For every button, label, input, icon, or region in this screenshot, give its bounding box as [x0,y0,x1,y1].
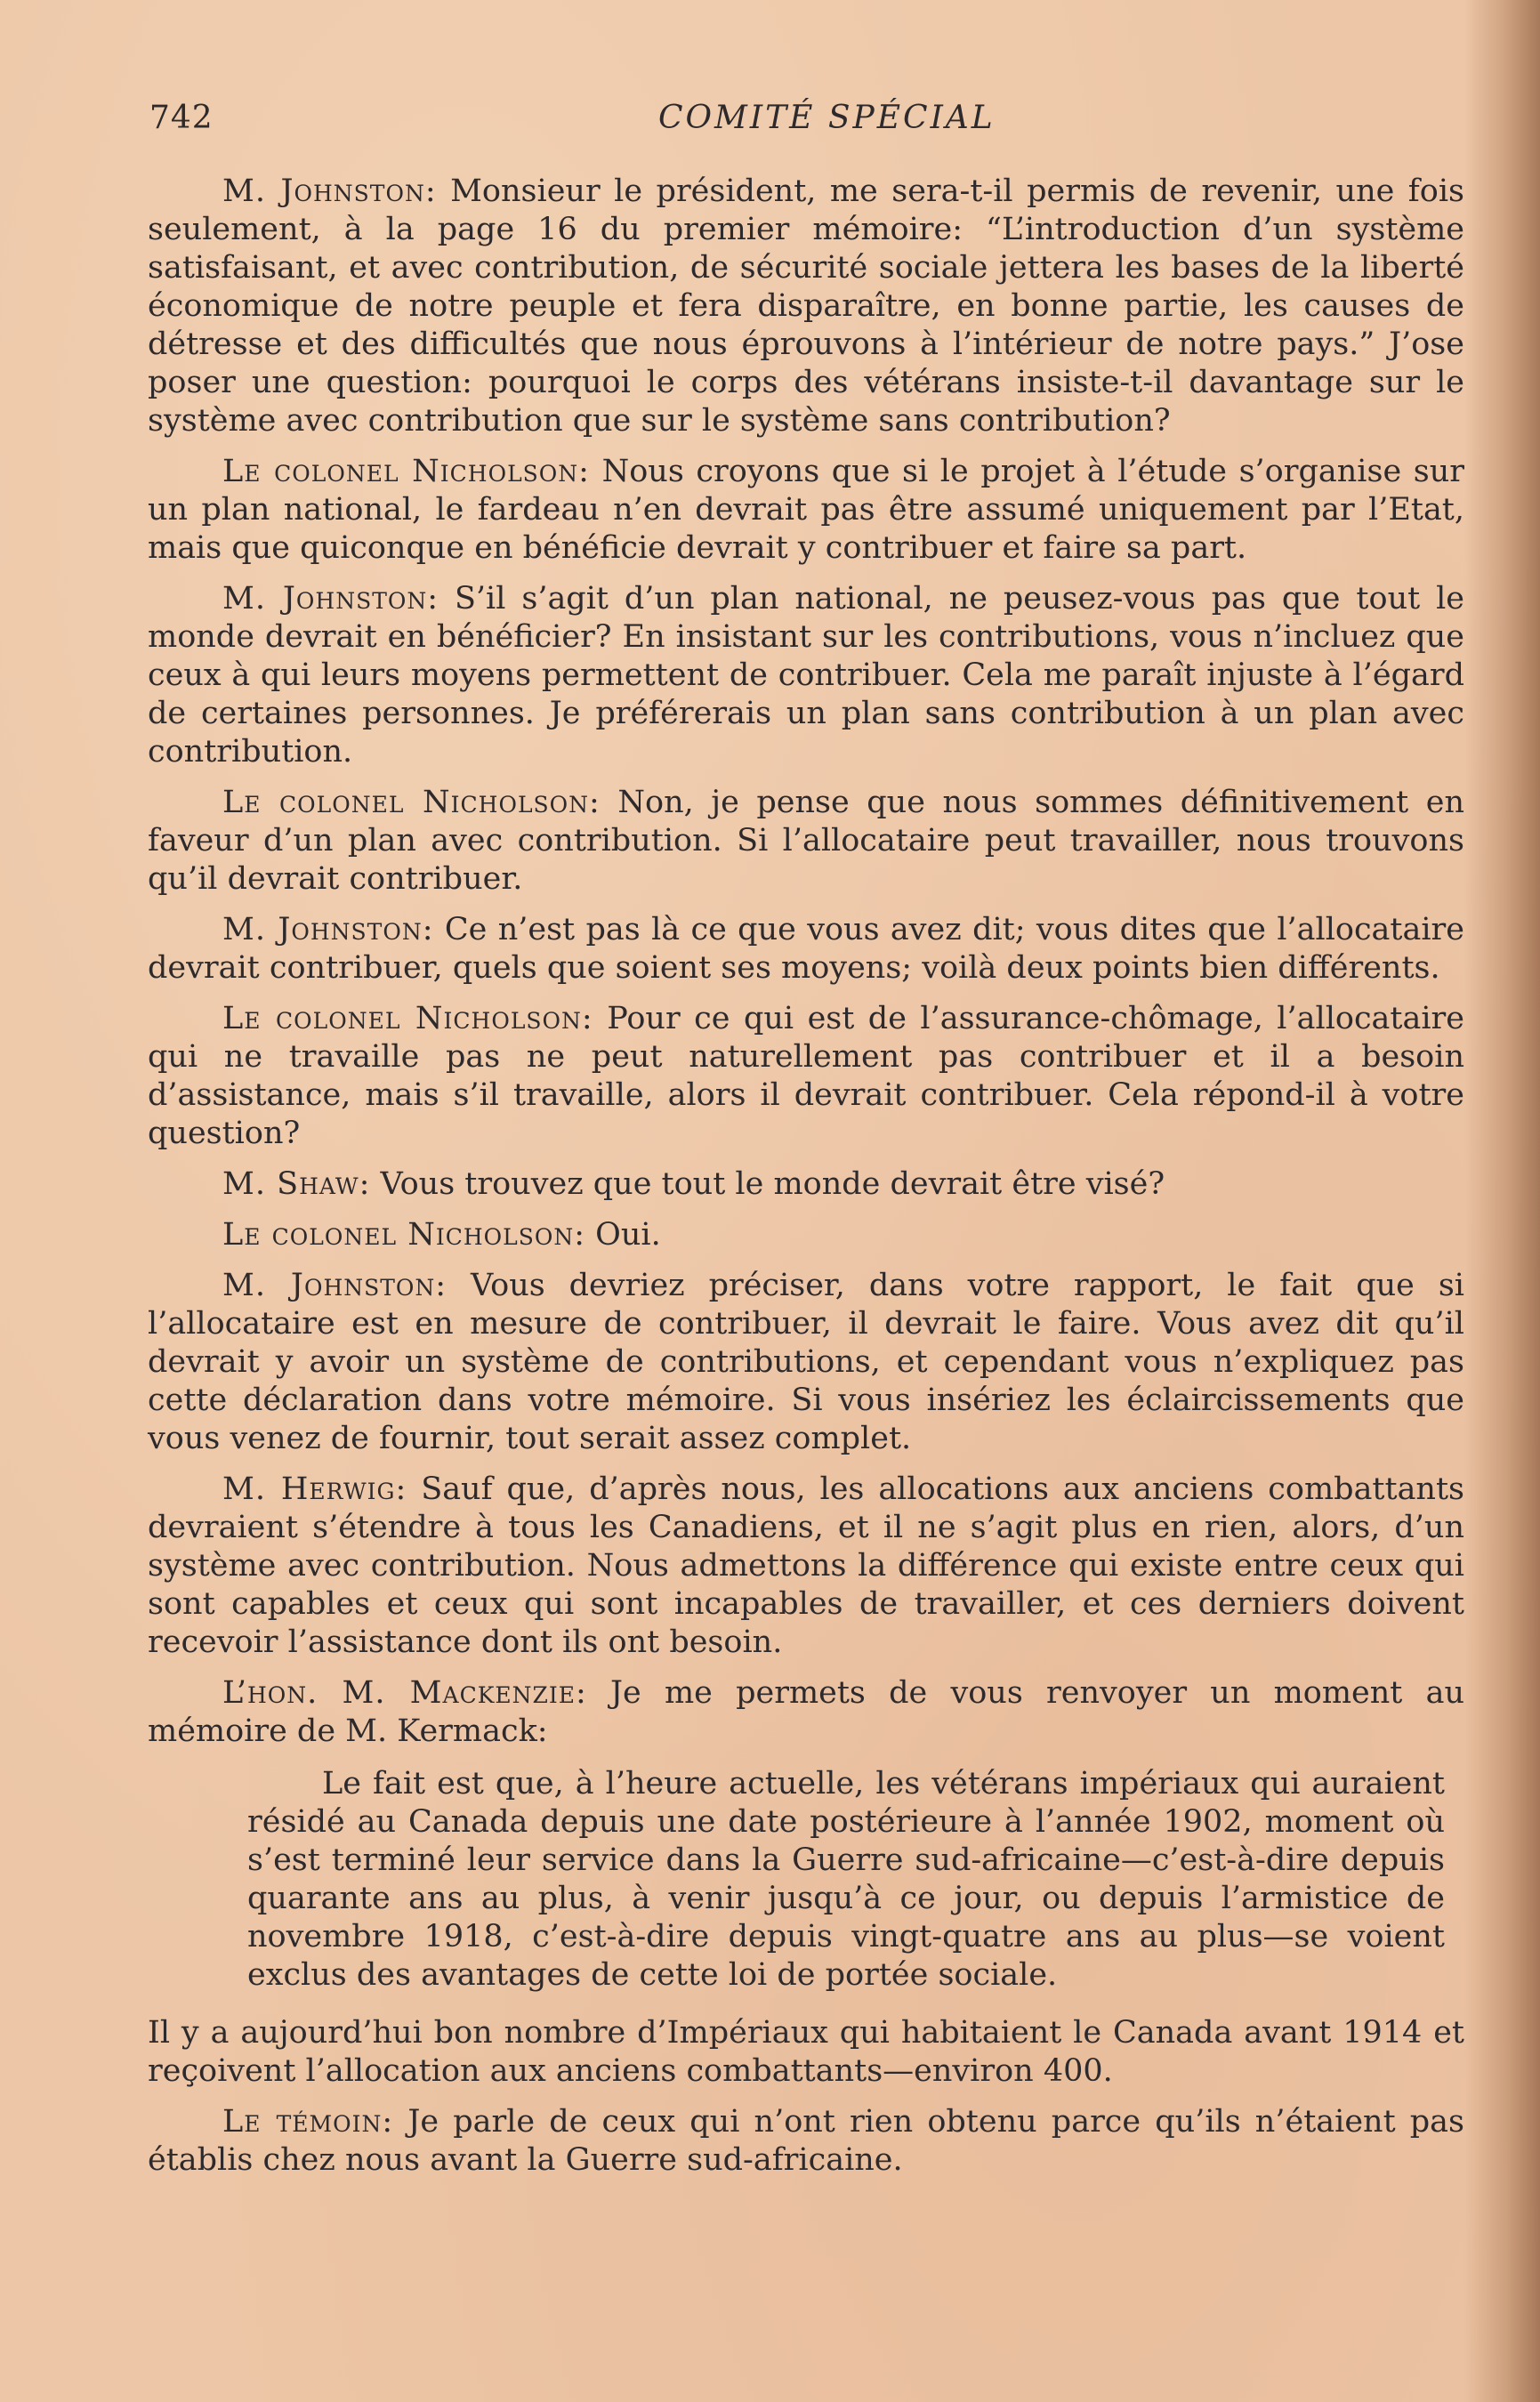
paragraph-text: Pour ce qui est de l’assurance-chômage, l’allocataire qui ne travaille pas ne peut naturellement pas contribuer et il a besoin d’assistance, mais s’il travaille, alors il devrait contribuer. Cela répond-il à votre question? [148,1001,1464,1151]
paragraph [148,911,1464,987]
paragraph-text: Monsieur le président, me sera-t-il permis de revenir, une fois seulement, à la page 16 du premier mémoire: “L’introduction d’un système satisfaisant, et avec contribution, de sécurité sociale jettera les bases de la liberté économique de notre peuple et fera disparaître, en bonne partie, les causes de détresse et des difficultés que nous éprouvons à l’intérieur de notre pays.” J’ose poser une question: pourquoi le corps des vétérans insiste-t-il davantage sur le système avec contribution que sur le système sans contribution? [148,173,1464,439]
speaker-name: Le colonel Nicholson: [222,1001,593,1036]
paragraph-text: Vous devriez préciser, dans votre rapport, le fait que si l’allocataire est en mesure de contribuer, il devrait le faire. Vous avez dit qu’il devrait y avoir un système de contributions, et cependant vous n’expliquez pas cette déclaration dans votre mémoire. Si vous insériez les éclaircissements que vous venez de fournir, tout serait assez complet. [148,1268,1464,1456]
speaker-name: M. Shaw: [222,1166,371,1202]
paragraph [148,173,1464,440]
speaker-name: L’hon. M. Mackenzie: [222,1675,587,1711]
paragraph-text: Sauf que, d’après nous, les allocations aux anciens combattants devraient s’étendre à tous les Canadiens, et il ne s’agit plus en rien, alors, d’un système avec contribution. Nous admettons la différence qui existe entre ceux qui sont capables et ceux qui sont incapables de travailler, et ces derniers doivent recevoir l’assistance dont ils ont besoin. [148,1471,1465,1660]
page-edge-shadow [1464,0,1540,2402]
speaker-name: M. Herwig: [222,1471,407,1507]
paragraph-text: Non, je pense que nous sommes définitivement en faveur d’un plan avec contribution. Si l’allocataire peut travailler, nous trouvons qu’il devrait contribuer. [148,785,1464,897]
paragraph [148,2103,1464,2180]
speaker-name: Le témoin: [222,2104,394,2140]
paragraph [148,1267,1464,1458]
paragraph-text: Nous croyons que si le projet à l’étude s’organise sur un plan national, le fardeau n’en devrait pas être assumé uniquement par l’Etat, mais que quiconque en bénéficie devrait y contribuer et faire sa part. [148,454,1464,566]
speaker-name: Le colonel Nicholson: [222,1217,586,1253]
paragraph [148,1000,1464,1153]
continuation-paragraph: Il y a aujourd’hui bon nombre d’Impériaux qui habitaient le Canada avant 1914 et reçoivent l’allocation aux anciens combattants—environ 400. [148,2015,1464,2089]
paragraph [148,784,1464,899]
paragraph-text: Oui. [585,1217,661,1253]
running-title: COMITÉ SPÉCIAL [658,100,996,136]
paragraph [148,1471,1464,1662]
paragraph-text: Je me permets de vous renvoyer un moment au mémoire de M. Kermack: [148,1675,1464,1749]
paragraph [148,453,1464,568]
paragraph-text: Je parle de ceux qui n’ont rien obtenu parce qu’ils n’étaient pas établis chez nous avant la Guerre sud-africaine. [148,2104,1465,2178]
speaker-name: Le colonel Nicholson: [222,785,601,820]
paragraph [148,1674,1464,1751]
paragraph-text: S’il s’agit d’un plan national, ne peusez-vous pas que tout le monde devrait en bénéficier? En insistant sur les contributions, vous n’incluez que ceux à qui leurs moyens permettent de contribuer. Cela me paraît injuste à l’égard de certaines personnes. Je préférerais un plan sans contribution à un plan avec contribution. [148,581,1464,770]
paragraph-text: Vous trouvez que tout le monde devrait être visé? [370,1166,1165,1202]
speaker-name: M. Johnston: [222,581,439,617]
speaker-name: M. Johnston: [222,912,434,947]
page-body [148,173,1464,2192]
speaker-name: M. Johnston: [222,1268,447,1303]
speaker-name: Le colonel Nicholson: [222,454,590,489]
speaker-name: M. Johnston: [222,173,437,209]
block-quote: Le fait est que, à l’heure actuelle, les vétérans impériaux qui auraient résidé au Canada depuis une date postérieure à l’année 1902, moment où s’est terminé leur service dans la Guerre sud-africaine—c’est-à-dire depuis quarante ans au plus, à venir jusqu’à ce jour, ou depuis l’armistice de novembre 1918, c’est-à-dire depuis vingt-quatre ans au plus—se voient exclus des avantages de cette loi de portée sociale. [247,1766,1445,1993]
paragraph [148,580,1464,771]
page-number: 742 [149,100,214,136]
paragraph [148,1165,1464,1204]
paragraph [148,1216,1464,1254]
paragraph-text: Ce n’est pas là ce que vous avez dit; vous dites que l’allocataire devrait contribuer, quels que soient ses moyens; voilà deux points bien différents. [148,912,1464,986]
